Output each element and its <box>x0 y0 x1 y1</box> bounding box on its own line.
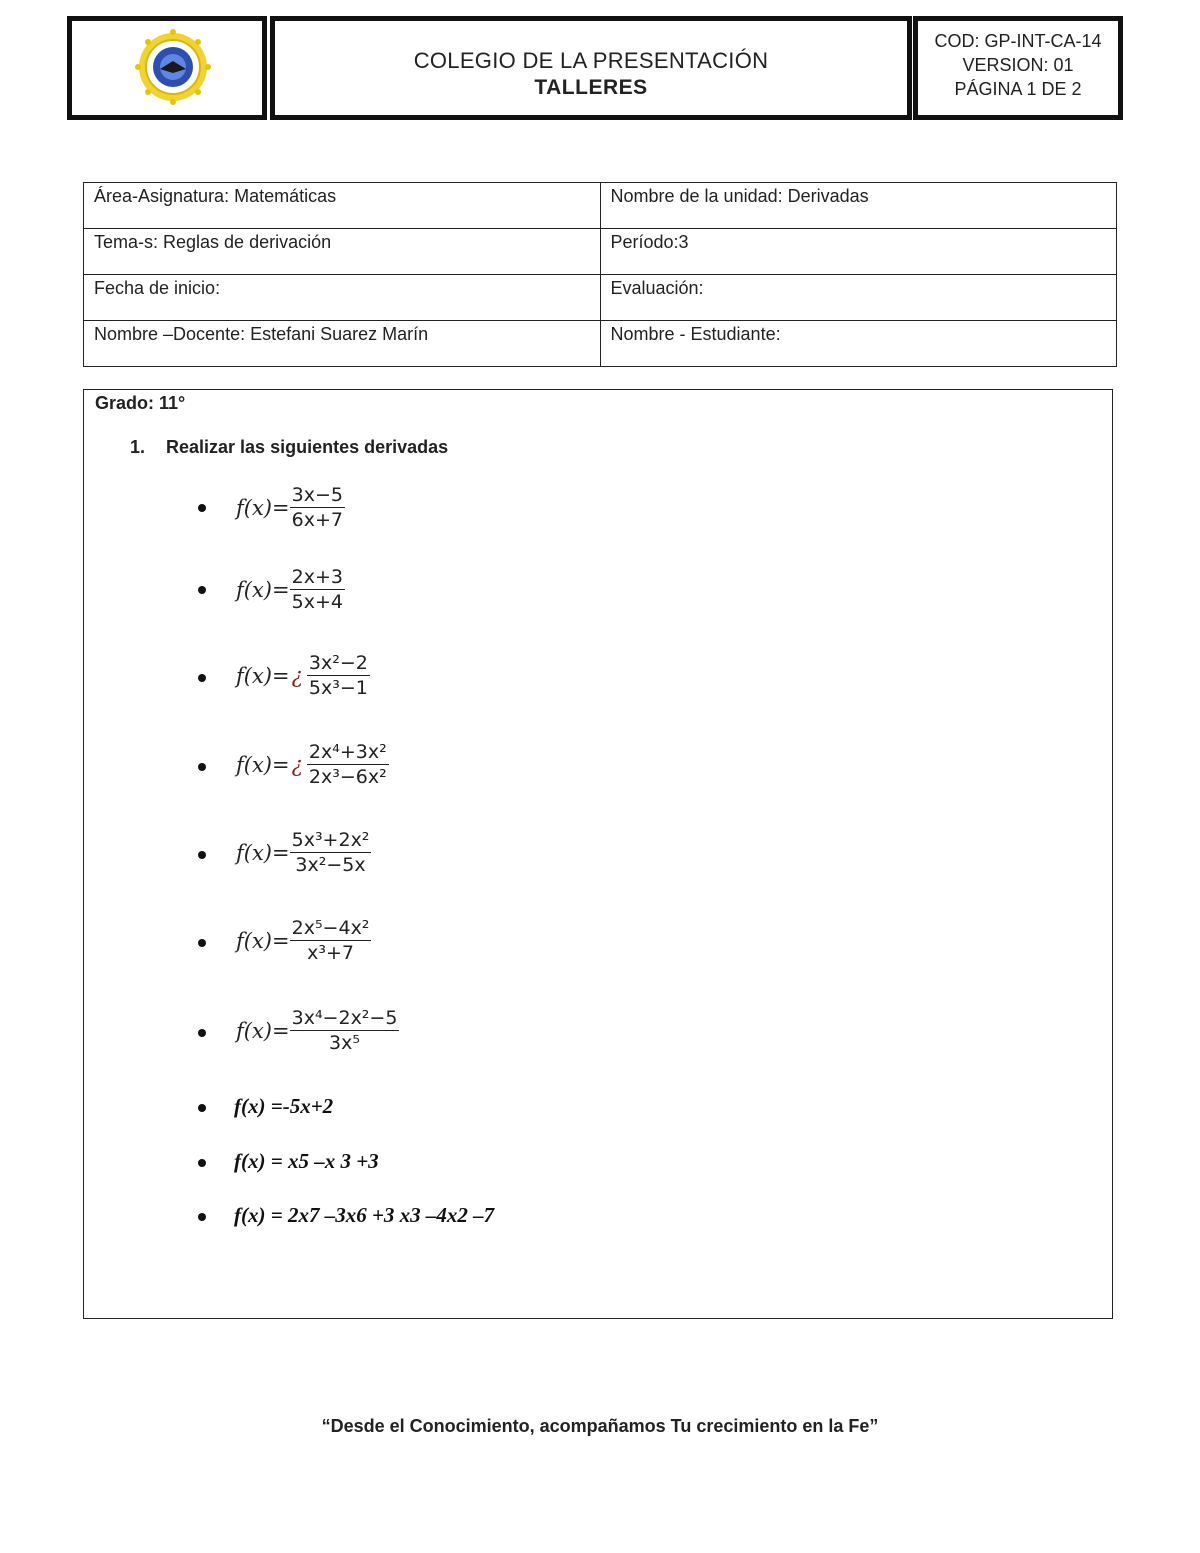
inverted-question-mark: ¿ <box>291 752 303 777</box>
exercise-formula <box>236 484 345 531</box>
header-title-cell <box>270 16 912 120</box>
fx-label: f(x)= <box>236 840 290 865</box>
school-name: COLEGIO DE LA PRESENTACIÓN <box>413 48 769 73</box>
fx-label: f(x)= <box>236 495 290 520</box>
bullet-icon <box>198 674 206 682</box>
footer-motto: “Desde el Conocimiento, acompañamos Tu crecimiento en la Fe” <box>321 1416 879 1436</box>
bullet-icon <box>198 1213 206 1221</box>
exercise-formula <box>236 1007 399 1054</box>
header-logo-cell <box>67 16 267 120</box>
document-version: VERSION: 01 <box>962 55 1074 75</box>
exercise-formula <box>236 917 371 964</box>
inverted-question-mark: ¿ <box>291 663 303 688</box>
fx-label: f(x)= <box>236 577 290 602</box>
student-cell: Nombre - Estudiante: <box>600 321 1117 367</box>
fraction <box>307 741 389 788</box>
denominator: 2x³−6x² <box>308 766 387 788</box>
exercise-formula: f(x) = 2x7 –3x6 +3 x3 –4x2 –7 <box>234 1203 495 1227</box>
denominator: 3x²−5x <box>295 854 366 876</box>
exercise-box <box>83 389 1113 1319</box>
grade-label: Grado: 11° <box>95 393 186 413</box>
bullet-icon <box>198 763 206 771</box>
page-number: PÁGINA 1 DE 2 <box>954 79 1082 99</box>
denominator: 6x+7 <box>291 509 343 531</box>
denominator: 5x³−1 <box>308 677 368 699</box>
exercise-formula <box>236 652 370 699</box>
teacher-cell: Nombre –Docente: Estefani Suarez Marín <box>84 321 601 367</box>
document-code: COD: GP-INT-CA-14 <box>934 31 1102 51</box>
exercise-formula: f(x) =-5x+2 <box>234 1094 334 1118</box>
fraction <box>290 1007 400 1054</box>
fraction <box>290 566 345 613</box>
numerator: 2x+3 <box>291 566 343 588</box>
fx-label: f(x)= <box>236 663 290 688</box>
document-type: TALLERES <box>534 76 648 99</box>
unit-cell: Nombre de la unidad: Derivadas <box>600 183 1117 229</box>
numerator: 3x⁴−2x²−5 <box>291 1007 398 1029</box>
fraction <box>307 652 370 699</box>
topic-cell: Tema-s: Reglas de derivación <box>84 229 601 275</box>
bullet-icon <box>198 939 206 947</box>
school-seal-icon <box>135 27 211 107</box>
exercise-formula <box>236 829 371 876</box>
fx-label: f(x)= <box>236 752 290 777</box>
exercise-formula: f(x) = x5 –x 3 +3 <box>234 1149 379 1173</box>
bullet-icon <box>198 504 206 512</box>
evaluation-cell: Evaluación: <box>600 275 1117 321</box>
numerator: 2x⁴+3x² <box>308 741 387 763</box>
info-table <box>83 182 1117 367</box>
numerator: 2x⁵−4x² <box>291 917 370 939</box>
fx-label: f(x)= <box>236 928 290 953</box>
numerator: 3x²−2 <box>308 652 368 674</box>
exercise-formula <box>236 566 345 613</box>
bullet-icon <box>198 1104 206 1112</box>
fx-label: f(x)= <box>236 1018 290 1043</box>
task-text: Realizar las siguientes derivadas <box>166 437 449 457</box>
bullet-icon <box>198 851 206 859</box>
header-code-cell <box>913 16 1123 120</box>
area-cell: Área-Asignatura: Matemáticas <box>84 183 601 229</box>
bullet-icon <box>198 1159 206 1167</box>
denominator: x³+7 <box>307 942 354 964</box>
task-number: 1. <box>130 437 146 457</box>
bullet-icon <box>198 1029 206 1037</box>
task-heading <box>130 437 448 458</box>
denominator: 5x+4 <box>291 591 343 613</box>
denominator: 3x⁵ <box>329 1032 360 1054</box>
start-date-cell: Fecha de inicio: <box>84 275 601 321</box>
fraction <box>290 917 372 964</box>
fraction <box>290 484 345 531</box>
fraction <box>290 829 372 876</box>
period-cell: Período:3 <box>600 229 1117 275</box>
bullet-icon <box>198 586 206 594</box>
exercise-formula <box>236 741 389 788</box>
numerator: 5x³+2x² <box>291 829 370 851</box>
numerator: 3x−5 <box>291 484 343 506</box>
